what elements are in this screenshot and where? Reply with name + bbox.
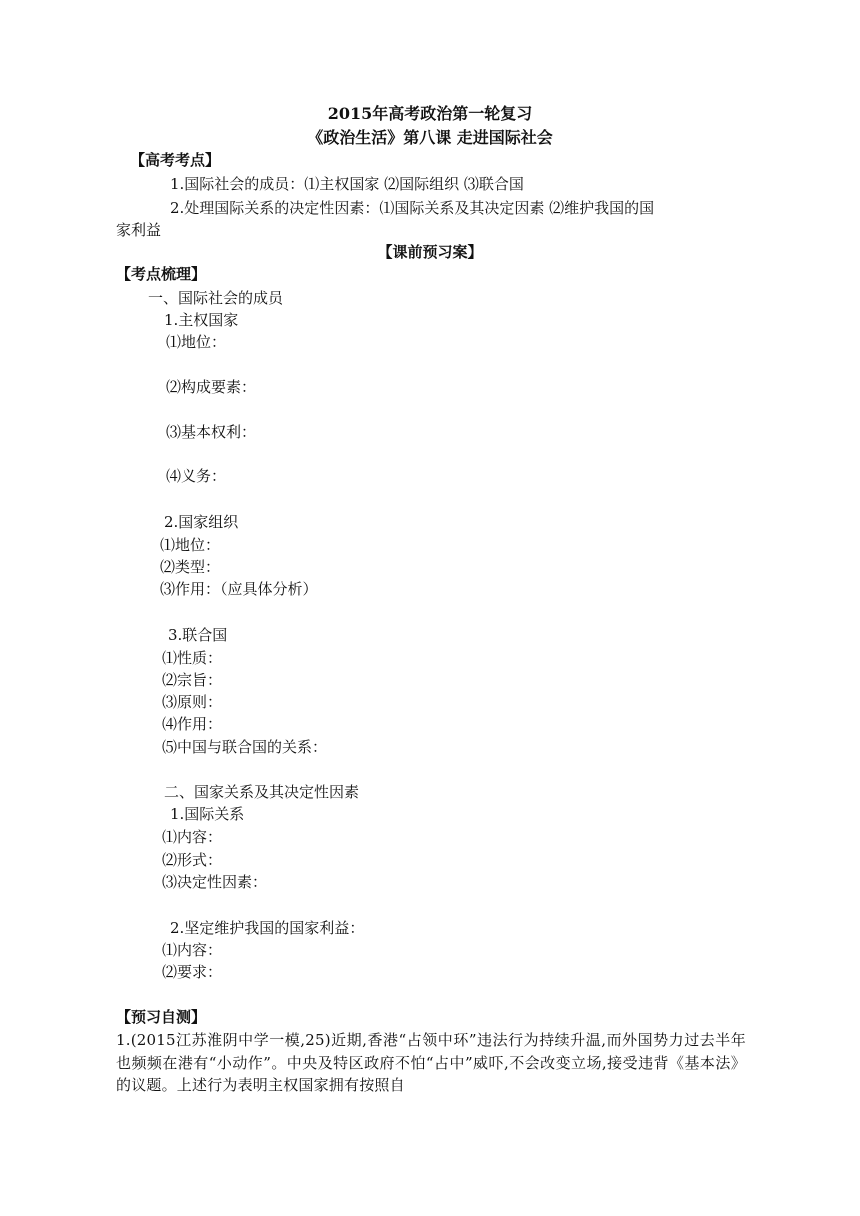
list-item: ⑴内容： — [162, 941, 223, 959]
exam-point-1: 1.国际社会的成员：⑴主权国家 ⑵国际组织 ⑶联合国 — [170, 175, 524, 193]
section-2-title: 二、国家关系及其决定性因素 — [164, 783, 360, 801]
list-item: ⑵类型： — [160, 558, 221, 576]
subsection-un: 3.联合国 — [168, 626, 228, 644]
preview-heading: 【课前预习案】 — [377, 243, 483, 261]
subsection-sovereign-state: 1.主权国家 — [164, 311, 239, 329]
list-item: ⑶基本权利： — [166, 423, 257, 441]
subsection-relations: 1.国际关系 — [170, 805, 245, 823]
list-item: ⑶原则： — [162, 693, 223, 711]
list-item: ⑸中国与联合国的关系： — [162, 738, 328, 756]
list-item: ⑵宗旨： — [162, 671, 223, 689]
document-subtitle: 《政治生活》第八课 走进国际社会 — [307, 128, 553, 147]
section-1-title: 一、国际社会的成员 — [148, 289, 284, 307]
document-title: 2015年高考政治第一轮复习 — [327, 104, 533, 123]
review-heading: 【考点梳理】 — [116, 265, 207, 283]
list-item: ⑴地位： — [166, 333, 227, 351]
list-item: ⑵要求： — [162, 963, 223, 981]
list-item: ⑷义务： — [166, 467, 227, 485]
exam-point-2: 2.处理国际关系的决定性因素：⑴国际关系及其决定因素 ⑵维护我国的国 — [170, 199, 655, 217]
list-item: ⑴内容： — [162, 828, 223, 846]
list-item: ⑶决定性因素： — [162, 873, 268, 891]
exam-points-heading: 【高考考点】 — [130, 151, 221, 169]
list-item: ⑴地位： — [160, 536, 221, 554]
list-item: ⑴性质： — [162, 649, 223, 667]
exam-point-2-cont: 家利益 — [116, 221, 162, 239]
subsection-organization: 2.国家组织 — [164, 513, 239, 531]
question-1: 1.(2015江苏淮阴中学一模,25)近期,香港“占领中环”违法行为持续升温,而外国势力过去半年也频频在港有“小动作”。中央及特区政府不怕“占中”威吓,不会改变立场,接受违背《基本法》的议题。上述行为表明主权国家拥有按照自 — [116, 1031, 746, 1094]
self-test-heading: 【预习自测】 — [116, 1008, 207, 1026]
list-item: ⑵构成要素： — [166, 378, 257, 396]
list-item: ⑶作用：（应具体分析） — [160, 580, 318, 598]
subsection-national-interest: 2.坚定维护我国的国家利益： — [170, 919, 365, 937]
list-item: ⑷作用： — [162, 715, 223, 733]
list-item: ⑵形式： — [162, 851, 223, 869]
